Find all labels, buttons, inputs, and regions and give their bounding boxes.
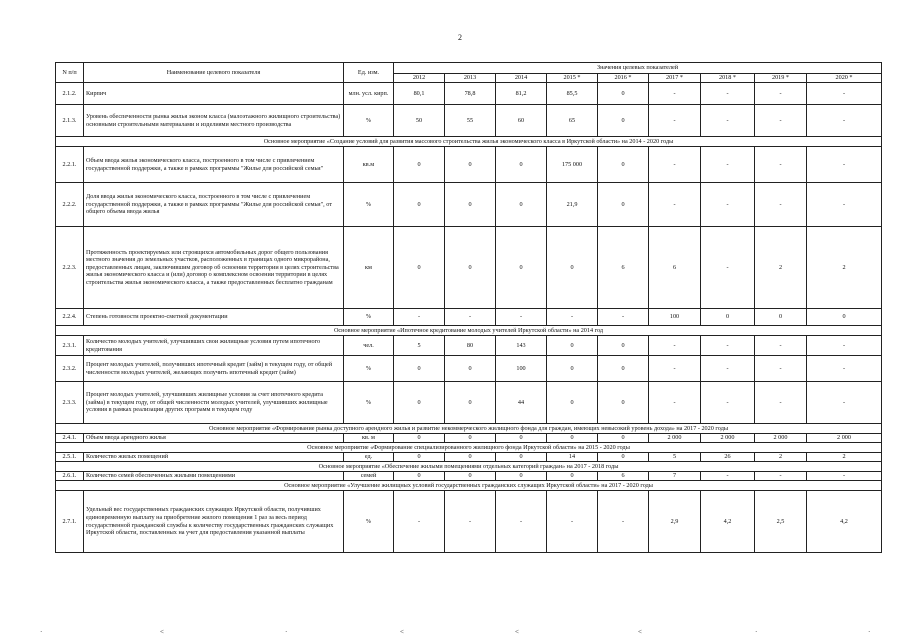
section-row bbox=[56, 443, 882, 453]
table-row bbox=[56, 183, 882, 227]
cell-unit: % bbox=[344, 356, 394, 382]
cell-value: 2 000 bbox=[807, 434, 882, 443]
scan-mark: ˂ bbox=[400, 628, 404, 636]
cell-name: Кирпич bbox=[84, 83, 344, 105]
cell-value: 143 bbox=[496, 336, 547, 356]
cell-value: - bbox=[755, 336, 807, 356]
cell-value: - bbox=[701, 382, 755, 424]
header-year: 2016 * bbox=[598, 74, 649, 83]
table-row bbox=[56, 105, 882, 137]
cell-value: 0 bbox=[598, 147, 649, 183]
section-row bbox=[56, 137, 882, 147]
cell-value: 0 bbox=[598, 183, 649, 227]
cell-value: - bbox=[701, 336, 755, 356]
cell-value: - bbox=[755, 183, 807, 227]
table-row bbox=[56, 472, 882, 481]
cell-value: 0 bbox=[547, 336, 598, 356]
cell-num: 2.7.1. bbox=[56, 491, 84, 553]
cell-name: Доля ввода жилья экономического класса, построенного в том числе с привлечением государственной поддержки, а также в рамках программы "Жилье для российской семьи", от общего объема ввода жилья bbox=[84, 183, 344, 227]
cell-value: 0 bbox=[598, 382, 649, 424]
cell-value: 2 bbox=[755, 453, 807, 462]
cell-value: 2 bbox=[755, 227, 807, 309]
cell-value: 0 bbox=[598, 356, 649, 382]
cell-value: - bbox=[649, 356, 701, 382]
cell-unit: % bbox=[344, 309, 394, 326]
cell-value: - bbox=[598, 491, 649, 553]
cell-num: 2.1.2. bbox=[56, 83, 84, 105]
cell-value: 0 bbox=[755, 309, 807, 326]
cell-value: 0 bbox=[598, 105, 649, 137]
cell-name: Количество молодых учителей, улучшивших свои жилищные условия путем ипотечного кредитования bbox=[84, 336, 344, 356]
cell-value: 0 bbox=[445, 356, 496, 382]
scan-mark: ˂ bbox=[160, 628, 164, 636]
cell-value: 0 bbox=[394, 356, 445, 382]
section-row bbox=[56, 462, 882, 472]
cell-value: 0 bbox=[394, 472, 445, 481]
cell-value: 5 bbox=[649, 453, 701, 462]
section-title: Основное мероприятие «Улучшение жилищных условий государственных гражданских служащих Иркутской области» на 2017 - 2020 годы bbox=[56, 481, 882, 491]
header-year: 2020 * bbox=[807, 74, 882, 83]
cell-value: 100 bbox=[496, 356, 547, 382]
table-row bbox=[56, 382, 882, 424]
cell-value: - bbox=[649, 105, 701, 137]
cell-unit: % bbox=[344, 491, 394, 553]
cell-num: 2.3.3. bbox=[56, 382, 84, 424]
cell-name: Количество жилых помещений bbox=[84, 453, 344, 462]
cell-value: - bbox=[807, 105, 882, 137]
cell-value: 2 000 bbox=[701, 434, 755, 443]
cell-value: 0 bbox=[496, 453, 547, 462]
table-row bbox=[56, 491, 882, 553]
header-year: 2017 * bbox=[649, 74, 701, 83]
table-row bbox=[56, 147, 882, 183]
cell-unit: % bbox=[344, 382, 394, 424]
header-num: N п/п bbox=[56, 63, 84, 83]
cell-value: 0 bbox=[496, 434, 547, 443]
cell-value: - bbox=[755, 105, 807, 137]
cell-value: - bbox=[807, 472, 882, 481]
cell-value: 0 bbox=[445, 382, 496, 424]
cell-value: 0 bbox=[547, 356, 598, 382]
header-year: 2019 * bbox=[755, 74, 807, 83]
cell-unit: кв. м bbox=[344, 434, 394, 443]
cell-value: - bbox=[755, 382, 807, 424]
cell-num: 2.3.1. bbox=[56, 336, 84, 356]
cell-value: 14 bbox=[547, 453, 598, 462]
cell-num: 2.1.3. bbox=[56, 105, 84, 137]
cell-name: Степень готовности проектно-сметной документации bbox=[84, 309, 344, 326]
cell-value: 0 bbox=[394, 183, 445, 227]
cell-value: - bbox=[445, 309, 496, 326]
cell-value: 80,1 bbox=[394, 83, 445, 105]
cell-value: 0 bbox=[496, 472, 547, 481]
cell-value: - bbox=[394, 309, 445, 326]
header-year: 2014 bbox=[496, 74, 547, 83]
cell-value: 0 bbox=[394, 227, 445, 309]
cell-value: 60 bbox=[496, 105, 547, 137]
cell-num: 2.3.2. bbox=[56, 356, 84, 382]
cell-value: 2 bbox=[807, 453, 882, 462]
cell-value: - bbox=[755, 472, 807, 481]
cell-value: 2,9 bbox=[649, 491, 701, 553]
cell-value: - bbox=[807, 336, 882, 356]
table-row bbox=[56, 336, 882, 356]
cell-value: - bbox=[755, 83, 807, 105]
cell-value: - bbox=[649, 183, 701, 227]
cell-name: Процент молодых учителей, улучшивших жилищные условия за счет ипотечного кредита (займа) в текущем году, от общей численности молодых учителей, улучшивших жилищные условия в рамках реализации других программ в текущем году bbox=[84, 382, 344, 424]
cell-value: 4,2 bbox=[701, 491, 755, 553]
header-year: 2015 * bbox=[547, 74, 598, 83]
cell-value: - bbox=[701, 83, 755, 105]
cell-value: 0 bbox=[701, 309, 755, 326]
cell-value: 50 bbox=[394, 105, 445, 137]
header-year: 2018 * bbox=[701, 74, 755, 83]
cell-value: 0 bbox=[394, 382, 445, 424]
cell-value: 78,8 bbox=[445, 83, 496, 105]
table-body bbox=[56, 83, 882, 553]
section-title: Основное мероприятие «Формирование рынка доступного арендного жилья и развитие некоммерческого жилищного фонда для граждан, имеющих невысокий уровень дохода» на 2017 - 2020 годы bbox=[56, 424, 882, 434]
header-unit: Ед. изм. bbox=[344, 63, 394, 83]
cell-unit: % bbox=[344, 183, 394, 227]
cell-value: 0 bbox=[598, 336, 649, 356]
section-row bbox=[56, 481, 882, 491]
cell-value: - bbox=[807, 83, 882, 105]
cell-value: 0 bbox=[496, 227, 547, 309]
cell-value: - bbox=[701, 472, 755, 481]
section-title: Основное мероприятие «Ипотечное кредитование молодых учителей Иркутской области» на 2014 год bbox=[56, 326, 882, 336]
section-row bbox=[56, 424, 882, 434]
cell-value: 0 bbox=[445, 472, 496, 481]
cell-unit: чел. bbox=[344, 336, 394, 356]
cell-value: - bbox=[807, 183, 882, 227]
cell-value: - bbox=[701, 147, 755, 183]
table-row bbox=[56, 434, 882, 443]
cell-num: 2.5.1. bbox=[56, 453, 84, 462]
cell-value: - bbox=[807, 356, 882, 382]
cell-value: - bbox=[755, 356, 807, 382]
cell-value: 2,5 bbox=[755, 491, 807, 553]
cell-value: 0 bbox=[445, 453, 496, 462]
cell-unit: семей bbox=[344, 472, 394, 481]
scan-mark: ˂ bbox=[515, 628, 519, 636]
cell-name: Протяженность проектируемых или строящихся автомобильных дорог общего пользования местного значения до земельных участков, расположенных в границах одного микрорайона, предоставленных лицам, заключившим договор об освоении территории в целях строительства жилья экономического класса и (или) договор о комплексном освоении территории в целях строительства жилья экономического класса, а также предоставленных бесплатно гражданам bbox=[84, 227, 344, 309]
cell-value: - bbox=[701, 183, 755, 227]
header-name: Наименование целевого показателя bbox=[84, 63, 344, 83]
cell-value: 0 bbox=[547, 434, 598, 443]
cell-unit: млн. усл. кирп. bbox=[344, 83, 394, 105]
cell-value: 0 bbox=[496, 183, 547, 227]
cell-value: 2 bbox=[807, 227, 882, 309]
cell-value: 6 bbox=[649, 227, 701, 309]
cell-value: 2 000 bbox=[755, 434, 807, 443]
cell-value: - bbox=[394, 491, 445, 553]
header-values: Значения целевых показателей bbox=[394, 63, 882, 74]
section-row bbox=[56, 326, 882, 336]
cell-value: 65 bbox=[547, 105, 598, 137]
cell-value: 0 bbox=[547, 227, 598, 309]
cell-num: 2.4.1. bbox=[56, 434, 84, 443]
cell-value: 0 bbox=[598, 83, 649, 105]
cell-value: 0 bbox=[445, 147, 496, 183]
cell-name: Количество семей обеспеченных жилыми помещениями bbox=[84, 472, 344, 481]
cell-value: - bbox=[496, 309, 547, 326]
cell-value: 0 bbox=[394, 434, 445, 443]
cell-value: 5 bbox=[394, 336, 445, 356]
cell-value: - bbox=[496, 491, 547, 553]
cell-num: 2.2.1. bbox=[56, 147, 84, 183]
cell-value: 6 bbox=[598, 472, 649, 481]
cell-num: 2.2.3. bbox=[56, 227, 84, 309]
table-row bbox=[56, 453, 882, 462]
section-title: Основное мероприятие «Создание условий для развития массового строительства жилья экономического класса в Иркутской области» на 2014 - 2020 годы bbox=[56, 137, 882, 147]
cell-value: - bbox=[649, 83, 701, 105]
table-row bbox=[56, 309, 882, 326]
cell-num: 2.2.4. bbox=[56, 309, 84, 326]
cell-value: 0 bbox=[547, 472, 598, 481]
table-row bbox=[56, 356, 882, 382]
cell-value: 81,2 bbox=[496, 83, 547, 105]
cell-value: 0 bbox=[445, 434, 496, 443]
cell-value: - bbox=[649, 382, 701, 424]
cell-value: - bbox=[547, 309, 598, 326]
cell-num: 2.2.2. bbox=[56, 183, 84, 227]
cell-value: 7 bbox=[649, 472, 701, 481]
scan-mark: · bbox=[868, 628, 871, 636]
cell-value: 6 bbox=[598, 227, 649, 309]
cell-value: 44 bbox=[496, 382, 547, 424]
cell-value: - bbox=[807, 147, 882, 183]
cell-value: 0 bbox=[547, 382, 598, 424]
cell-value: 0 bbox=[394, 147, 445, 183]
cell-value: - bbox=[547, 491, 598, 553]
header-year: 2013 bbox=[445, 74, 496, 83]
cell-name: Уровень обеспеченности рынка жилья эконом класса (малоэтажного жилищного строительства) основными строительными материалами и изделиями местного производства bbox=[84, 105, 344, 137]
cell-value: - bbox=[755, 147, 807, 183]
table-row bbox=[56, 227, 882, 309]
cell-value: 0 bbox=[598, 453, 649, 462]
header-year: 2012 bbox=[394, 74, 445, 83]
cell-value: - bbox=[649, 147, 701, 183]
cell-unit: ед. bbox=[344, 453, 394, 462]
cell-value: 80 bbox=[445, 336, 496, 356]
cell-value: 0 bbox=[445, 183, 496, 227]
cell-value: - bbox=[598, 309, 649, 326]
cell-value: 0 bbox=[445, 227, 496, 309]
cell-value: 4,2 bbox=[807, 491, 882, 553]
cell-value: 2 000 bbox=[649, 434, 701, 443]
cell-value: 0 bbox=[807, 309, 882, 326]
cell-value: - bbox=[649, 336, 701, 356]
section-title: Основное мероприятие «Обеспечение жилыми помещениями отдельных категорий граждан» на 2017 - 2018 годы bbox=[56, 462, 882, 472]
cell-value: - bbox=[701, 105, 755, 137]
cell-name: Процент молодых учителей, получивших ипотечный кредит (займ) в текущем году, от общей численности молодых учителей, желающих получить ипотечный кредит (займ) bbox=[84, 356, 344, 382]
section-title: Основное мероприятие «Формирование специализированного жилищного фонда Иркутской области» на 2015 - 2020 годы bbox=[56, 443, 882, 453]
cell-value: 21,9 bbox=[547, 183, 598, 227]
cell-name: Удельный вес государственных гражданских служащих Иркутской области, получивших единовременную выплату на приобретение жилого помещения 1 раз за весь период государственной гражданской службы к количеству государственных гражданских служащих Иркутской области, поставленных на учет для предоставления указанной выплаты bbox=[84, 491, 344, 553]
cell-value: - bbox=[445, 491, 496, 553]
indicators-table bbox=[55, 62, 882, 553]
cell-value: 175 000 bbox=[547, 147, 598, 183]
cell-value: 85,5 bbox=[547, 83, 598, 105]
cell-name: Объем ввода арендного жилья bbox=[84, 434, 344, 443]
cell-name: Объем ввода жилья экономического класса, построенного в том числе с привлечением государственной поддержки, а также в рамках программы "Жилье для российской семьи" bbox=[84, 147, 344, 183]
cell-value: - bbox=[701, 356, 755, 382]
cell-value: 0 bbox=[496, 147, 547, 183]
cell-unit: км bbox=[344, 227, 394, 309]
cell-num: 2.6.1. bbox=[56, 472, 84, 481]
page-number: 2 bbox=[458, 33, 462, 42]
cell-value: 100 bbox=[649, 309, 701, 326]
cell-unit: % bbox=[344, 105, 394, 137]
table-row bbox=[56, 83, 882, 105]
cell-value: - bbox=[807, 382, 882, 424]
cell-value: - bbox=[701, 227, 755, 309]
scan-mark: · bbox=[285, 628, 288, 636]
cell-value: 26 bbox=[701, 453, 755, 462]
cell-value: 55 bbox=[445, 105, 496, 137]
scan-mark: ˂ bbox=[638, 628, 642, 636]
cell-value: 0 bbox=[394, 453, 445, 462]
scan-mark: · bbox=[40, 628, 43, 636]
scan-mark: · bbox=[755, 628, 758, 636]
cell-unit: кв.м bbox=[344, 147, 394, 183]
cell-value: 0 bbox=[598, 434, 649, 443]
table-header bbox=[56, 63, 882, 83]
